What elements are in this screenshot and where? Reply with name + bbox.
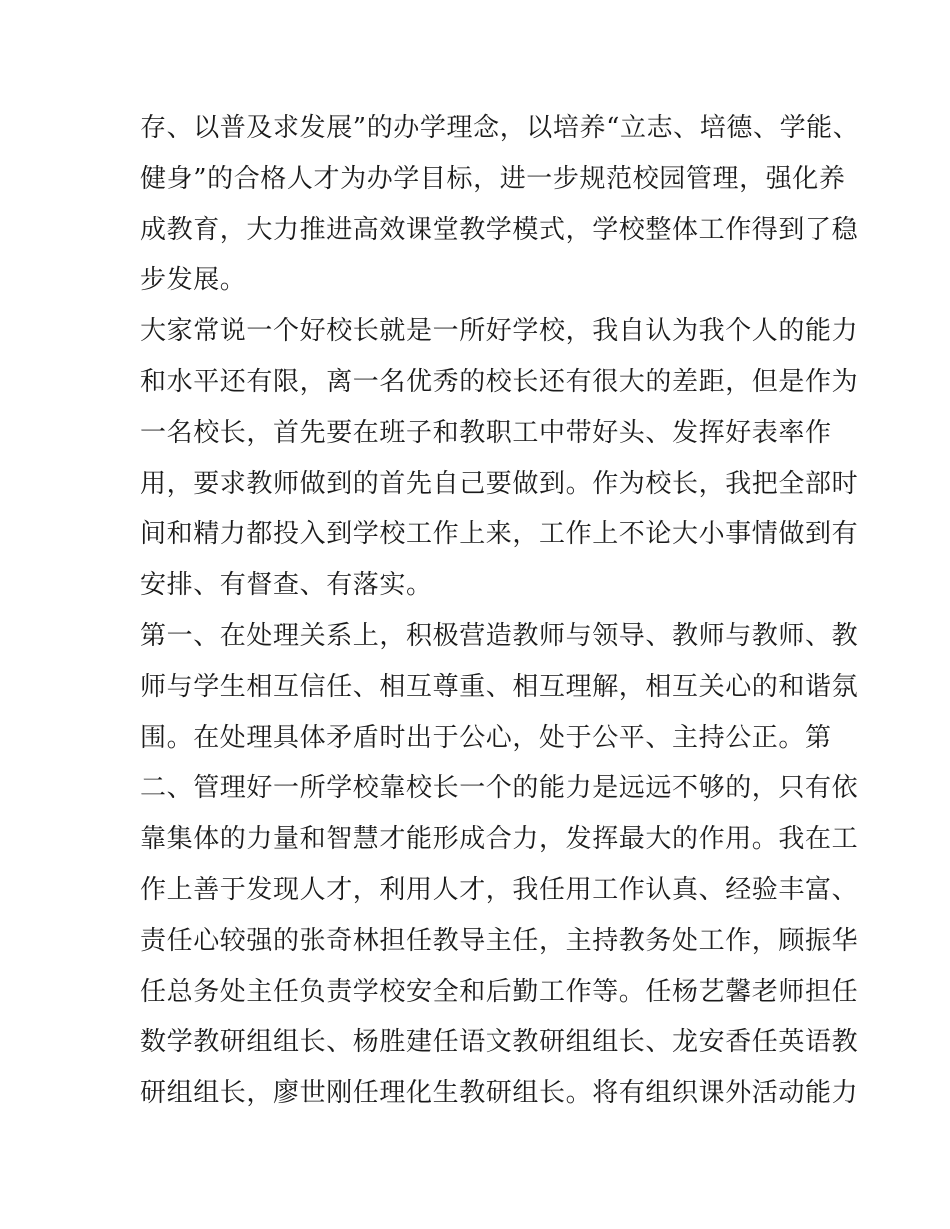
text-line: 一名校长，首先要在班子和教职工中带好头、发挥好表率作 [140, 417, 832, 448]
text-line: 师与学生相互信任、相互尊重、相互理解，相互关心的和谐氛 [140, 671, 859, 702]
text-line: 健身”的合格人才为办学目标，进一步规范校园管理，强化养 [140, 163, 846, 194]
text-line: 责任心较强的张奇林担任教导主任，主持教务处工作，顾振华 [140, 925, 859, 956]
text-line: 第一、在处理关系上，积极营造教师与领导、教师与教师、教 [140, 620, 859, 651]
text-line: 大家常说一个好校长就是一所好学校，我自认为我个人的能力 [140, 316, 859, 347]
text-line: 任总务处主任负责学校安全和后勤工作等。任杨艺馨老师担任 [140, 976, 859, 1007]
text-line: 存、以普及求发展”的办学理念，以培养“立志、培德、学能、 [140, 113, 860, 143]
text-line: 研组组长，廖世刚任理化生教研组长。将有组织课外活动能力 [140, 1078, 859, 1109]
document-body [140, 103, 860, 1119]
text-line: 数学教研组组长、杨胜建任语文教研组组长、龙安香任英语教 [140, 1027, 859, 1058]
text-line: 用，要求教师做到的首先自己要做到。作为校长，我把全部时 [140, 468, 859, 499]
text-line: 安排、有督查、有落实。 [140, 570, 433, 601]
text-line: 二、管理好一所学校靠校长一个的能力是远远不够的，只有依 [140, 773, 859, 804]
text-line: 和水平还有限，离一名优秀的校长还有很大的差距，但是作为 [140, 366, 859, 397]
text-line: 围。在处理具体矛盾时出于公心，处于公平、主持公正。第 [140, 722, 832, 753]
text-line: 间和精力都投入到学校工作上来，工作上不论大小事情做到有 [140, 519, 859, 550]
text-line: 步发展。 [140, 265, 247, 296]
text-line: 成教育，大力推进高效课堂教学模式，学校整体工作得到了稳 [140, 214, 859, 245]
text-line: 作上善于发现人才，利用人才，我任用工作认真、经验丰富、 [140, 874, 859, 905]
text-line: 靠集体的力量和智慧才能形成合力，发挥最大的作用。我在工 [140, 824, 859, 855]
